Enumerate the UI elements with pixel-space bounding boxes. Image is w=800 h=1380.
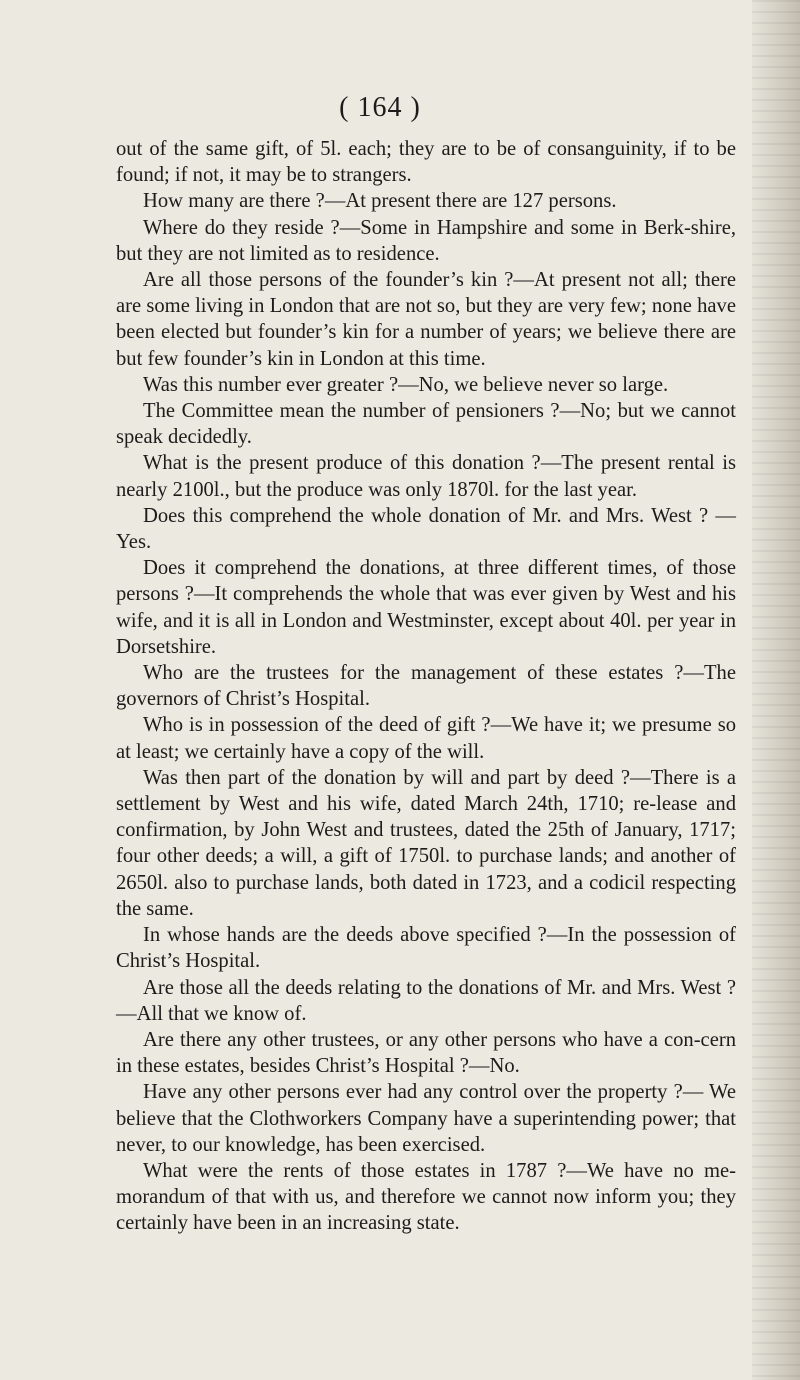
paragraph: Who are the trustees for the management of these estates ?—The governors of Christ’s Hospital. — [116, 662, 736, 711]
paragraph: Are all those persons of the founder’s kin ?—At present not all; there are some living in London that are not so, but they are very few; none have been elected but founder’s kin for a number of years; we believe there are but few founder’s kin in London at this time. — [116, 269, 736, 370]
paragraph: What is the present produce of this donation ?—The present rental is nearly 2100l., but the produce was only 1870l. for the last year. — [116, 452, 736, 501]
paragraph: Was then part of the donation by will and part by deed ?—There is a settlement by West and his wife, dated March 24th, 1710; re-lease and confirmation, by John West and trustees, dated the 25th of January, 1717; four other deeds; a will, a gift of 1750l. to purchase lands; and another of 2650l. also to purchase lands, both dated in 1723, and a codicil respecting the same. — [116, 766, 736, 920]
paragraph: Are those all the deeds relating to the donations of Mr. and Mrs. West ?—All that we know of. — [116, 976, 736, 1025]
paragraph: Does it comprehend the donations, at three different times, of those persons ?—It comprehends the whole that was ever given by West and his wife, and it is all in London and Westminster, except about 40l. per year in Dorsetshire. — [116, 557, 736, 658]
paragraph: The Committee mean the number of pensioners ?—No; but we cannot speak decidedly. — [116, 400, 736, 449]
body-text — [116, 136, 736, 1237]
paragraph: Have any other persons ever had any control over the property ?— We believe that the Clothworkers Company have a superintending power; that never, to our knowledge, has been exercised. — [116, 1081, 736, 1156]
paragraph: Who is in possession of the deed of gift ?—We have it; we presume so at least; we certainly have a copy of the will. — [116, 714, 736, 763]
paragraph: out of the same gift, of 5l. each; they are to be of consanguinity, if to be found; if not, it may be to strangers. — [116, 138, 736, 187]
paragraph: Are there any other trustees, or any other persons who have a con-cern in these estates, besides Christ’s Hospital ?—No. — [116, 1028, 736, 1078]
page-edge — [752, 0, 800, 1380]
paragraph: Does this comprehend the whole donation of Mr. and Mrs. West ? —Yes. — [116, 504, 736, 554]
paragraph: Where do they reside ?—Some in Hampshire and some in Berk-shire, but they are not limited as to residence. — [116, 216, 736, 265]
page-number: ( 164 ) — [339, 92, 421, 123]
paragraph: How many are there ?—At present there are 127 persons. — [143, 190, 617, 213]
paragraph: In whose hands are the deeds above specified ?—In the possession of Christ’s Hospital. — [116, 924, 736, 973]
paragraph: What were the rents of those estates in 1787 ?—We have no me-morandum of that with us, and therefore we cannot now inform you; they certainly have been in an increasing state. — [116, 1159, 736, 1235]
paragraph: Was this number ever greater ?—No, we believe never so large. — [143, 373, 669, 396]
